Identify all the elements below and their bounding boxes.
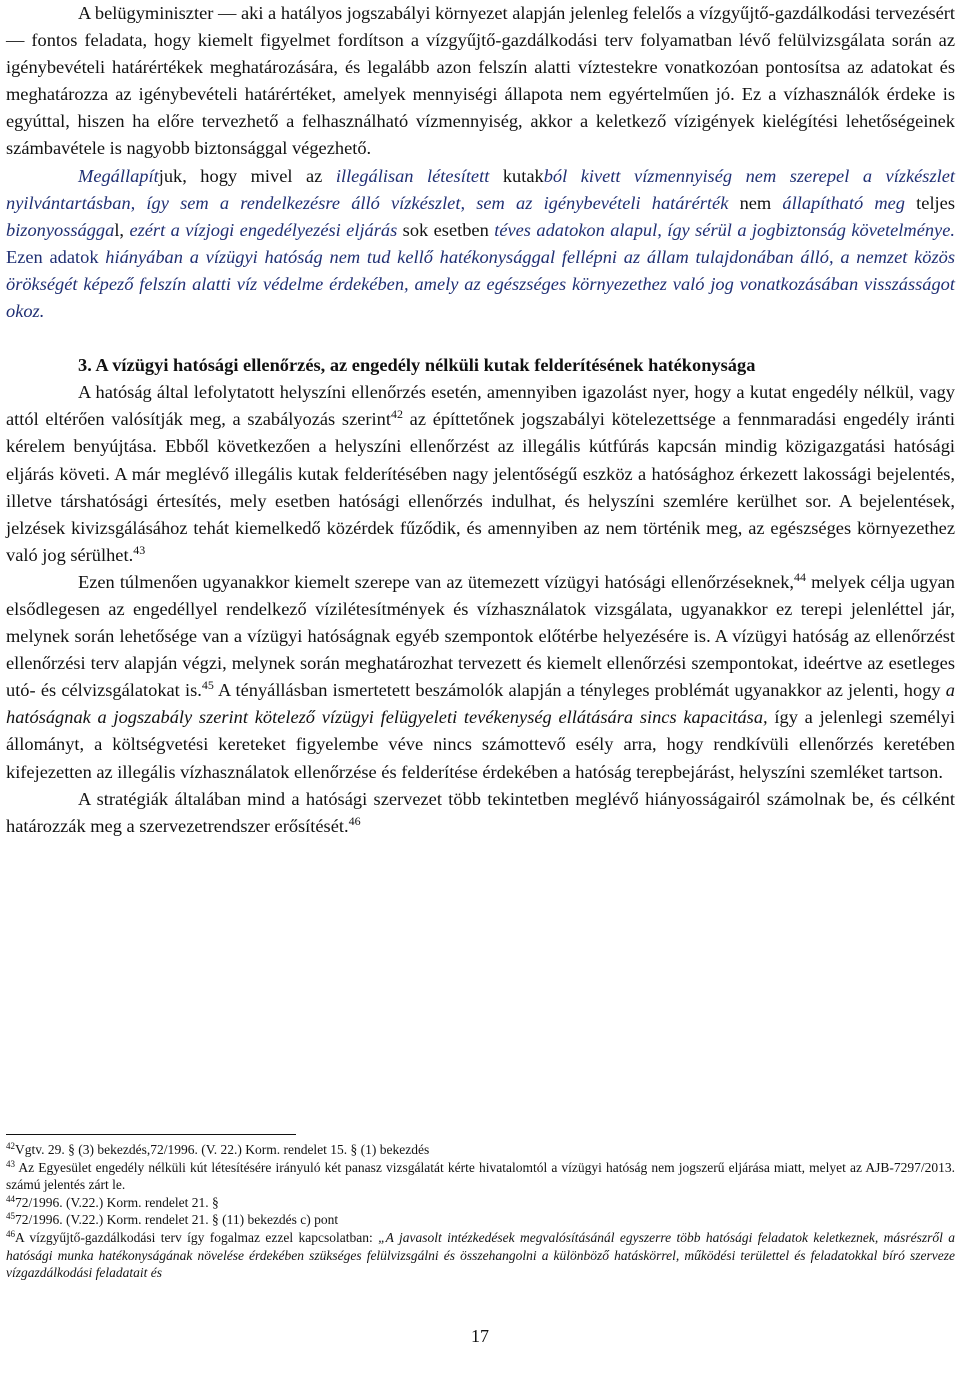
text-run: A tényállásban ismertetett beszámolók alapján a tényleges problémát ugyanakkor az jelenti, hogy bbox=[213, 680, 946, 701]
text-run: sok esetben bbox=[397, 219, 495, 240]
text-run: melyek célja ugyan elsődlegesen az engedéllyel rendelkező vízilétesítmények és vízhasználatok vizsgálata, ugyanakkor ez terepi jelenléttel jár, melynek során lehetősége van a vízügyi hatóságnak egyéb szempontok előtérbe helyezésére is. A vízügyi hatóság az ellenőrzést ellenőrzési terv alapján végzi, melynek során meghatározhat tervezett és kiemelt ellenőrzési szempontokat, ideértve az esetleges utó- és célvizsgálatokat is. bbox=[6, 571, 955, 701]
text-run: nem bbox=[728, 192, 783, 213]
footnote-number: 44 bbox=[6, 1193, 15, 1204]
text-run: A stratégiák általában mind a hatósági szervezet több tekintetben meglévő hiányosságairól számolnak be, és célként határozzák meg a szervezetrendszer erősítését. bbox=[6, 788, 955, 836]
footnote-ref-42[interactable]: 42 bbox=[390, 407, 403, 422]
emphasis: Megállapít bbox=[78, 165, 159, 186]
footnote-number: 43 bbox=[6, 1158, 15, 1169]
footnote-quote: „A javasolt intézkedések megvalósításánál egyszerre több hatósági feladatok keletkeznek, másrészről a hatósági munka hatékonyságának növelése érdekében szükséges felülvizsgálni és összehangolni a különböző hatáskörrel, működési területtel és feladatokkal bíró szerveze vízgazdálkodási feladatait és bbox=[6, 1229, 955, 1281]
footnote-ref-43[interactable]: 43 bbox=[133, 542, 146, 557]
page-number: 17 bbox=[471, 1326, 489, 1346]
paragraph-3 bbox=[6, 379, 955, 569]
emphasis: illegálisan létesített bbox=[335, 165, 490, 186]
footnote-ref-45[interactable]: 45 bbox=[201, 678, 214, 693]
footnote-text: Vgtv. 29. § (3) bekezdés,72/1996. (V. 22.) Korm. rendelet 15. § (1) bekezdés bbox=[15, 1142, 430, 1157]
footnote-42 bbox=[6, 1141, 955, 1159]
emphasis: állapítható meg bbox=[782, 192, 905, 213]
paragraph-2 bbox=[6, 163, 955, 326]
footnote-text: 72/1996. (V.22.) Korm. rendelet 21. § (11) bekezdés c) pont bbox=[15, 1212, 339, 1228]
footnote-43 bbox=[6, 1159, 955, 1194]
emphasis: a hatóságnak a jogszabály szerint kötelező vízügyi felügyeleti tevékenység ellátására sincs kapacitása, bbox=[6, 680, 955, 728]
footnote-number: 46 bbox=[6, 1228, 15, 1239]
text-run: Ezen adatok bbox=[6, 246, 106, 267]
footnote-44 bbox=[6, 1194, 955, 1212]
footnote-number: 45 bbox=[6, 1211, 15, 1222]
footnote-46 bbox=[6, 1229, 955, 1282]
text-run: Ezen túlmenően ugyanakkor kiemelt szerepe van az ütemezett vízügyi hatósági ellenőrzéseknek, bbox=[78, 571, 795, 592]
footnote-45 bbox=[6, 1211, 955, 1229]
text-run: kutak bbox=[489, 165, 544, 186]
footnotes bbox=[6, 1134, 955, 1282]
text-run: juk, hogy mivel az bbox=[158, 165, 336, 186]
footnote-ref-44[interactable]: 44 bbox=[794, 569, 807, 584]
paragraph-4 bbox=[6, 569, 955, 786]
section-heading: 3. A vízügyi hatósági ellenőrzés, az engedély nélküli kutak felderítésének hatékonysága bbox=[78, 355, 756, 376]
footnote-text: Az Egyesület engedély nélküli kút létesítésére irányuló két panasz vizsgálatát kérte hivatalomtól a vízügyi hatóság nem jogszerű eljárása miatt, melyet az AJB-7297/2013. számú jelentés zárt le. bbox=[6, 1159, 955, 1193]
emphasis: téves adatokon alapul, így sérül a jogbiztonság követelménye. bbox=[494, 219, 955, 240]
paragraph-1: A belügyminiszter ― aki a hatályos jogszabályi környezet alapján jelenleg felelős a vízgyűjtő-gazdálkodási tervezésért ― fontos feladata, hogy kiemelt figyelmet fordítson a vízgyűjtő-gazdálkodási terv folyamatban lévő felülvizsgálata során az igénybevételi határértékek meghatározására, és legalább azon felszín alatti víztestekre vonatkozóan pontosítsa az adatokat és meghatározza az igénybevételi határértéket, amelyek mennyiségi állapota nem egyértelműen jó. Ez a vízhasználók érdeke is egyúttal, hiszen ha előre tervezhető a felhasználható vízmennyiség, akkor a keletkező vízigények kielégítési lehetőségeinek számbavétele is nagyobb biztonsággal végezhető. bbox=[6, 3, 955, 159]
footnote-text: A vízgyűjtő-gazdálkodási terv így fogalmaz ezzel kapcsolatban: bbox=[15, 1229, 379, 1245]
paragraph-5 bbox=[6, 786, 955, 840]
footnote-text: 72/1996. (V.22.) Korm. rendelet 21. § bbox=[15, 1194, 219, 1210]
emphasis: ból kivett vízmennyiség nem szerepel a vízkészlet nyilvántartásban, így sem a rendelkezésre álló vízkészlet, sem az igénybevételi határérték bbox=[6, 165, 955, 213]
emphasis: hiányában a vízügyi hatóság nem tud kellő hatékonysággal fellépni az állam tulajdonában álló, a nemzet közös örökségét képező felszín alatti víz védelme érdekében, amely az egészséges környezethez való jog vonatkozásában visszásságot okoz. bbox=[6, 246, 955, 322]
text-run: l, bbox=[114, 219, 130, 240]
text-run: teljes bbox=[904, 192, 955, 213]
body-text bbox=[6, 0, 955, 840]
text-run: így a jelenlegi személyi állományt, a költségvetési kereteket figyelembe véve nincs számottevő esély arra, hogy rendkívüli ellenőrzés keretében kifejezetten az illegális vízhasználatok ellenőrzése és felderítése érdekében a hatóság terepbejárást, helyszíni szemléket tartson. bbox=[6, 707, 956, 782]
text-run: A hatóság által lefolytatott helyszíni ellenőrzés esetén, amennyiben igazolást nyer, hogy a kutat engedély nélkül, vagy attól eltérően valósítják meg, a szabályozás szerint bbox=[6, 382, 955, 430]
emphasis: ezért a vízjogi engedélyezési eljárás bbox=[129, 219, 398, 240]
footnote-number: 42 bbox=[6, 1141, 15, 1151]
footnote-ref-46[interactable]: 46 bbox=[348, 813, 361, 828]
text-run: az építtetőnek jogszabályi kötelezettsége a fennmaradási engedély iránti kérelem benyújtása. Ebből következően a helyszíni ellenőrzést az illegális kútfúrás kapcsán mindig közigazgatási hatósági eljárás követi. A már meglévő illegális kutak felderítésében nagy jelentőségű eszköz a hatósághoz érkezett lakossági bejelentés, illetve társhatósági értesítés, mely esetben hatósági ellenőrzés indulhat, és helyszíni szemlére kerülhet sor. A bejelentések, jelzések kivizsgálásához tehát kiemelkedő közérdek fűződik, és amennyiben az nem történik meg, az egészséges környezethez való jog sérülhet. bbox=[6, 409, 955, 565]
footnote-separator bbox=[6, 1134, 296, 1135]
emphasis: bizonyosságga bbox=[6, 219, 115, 240]
